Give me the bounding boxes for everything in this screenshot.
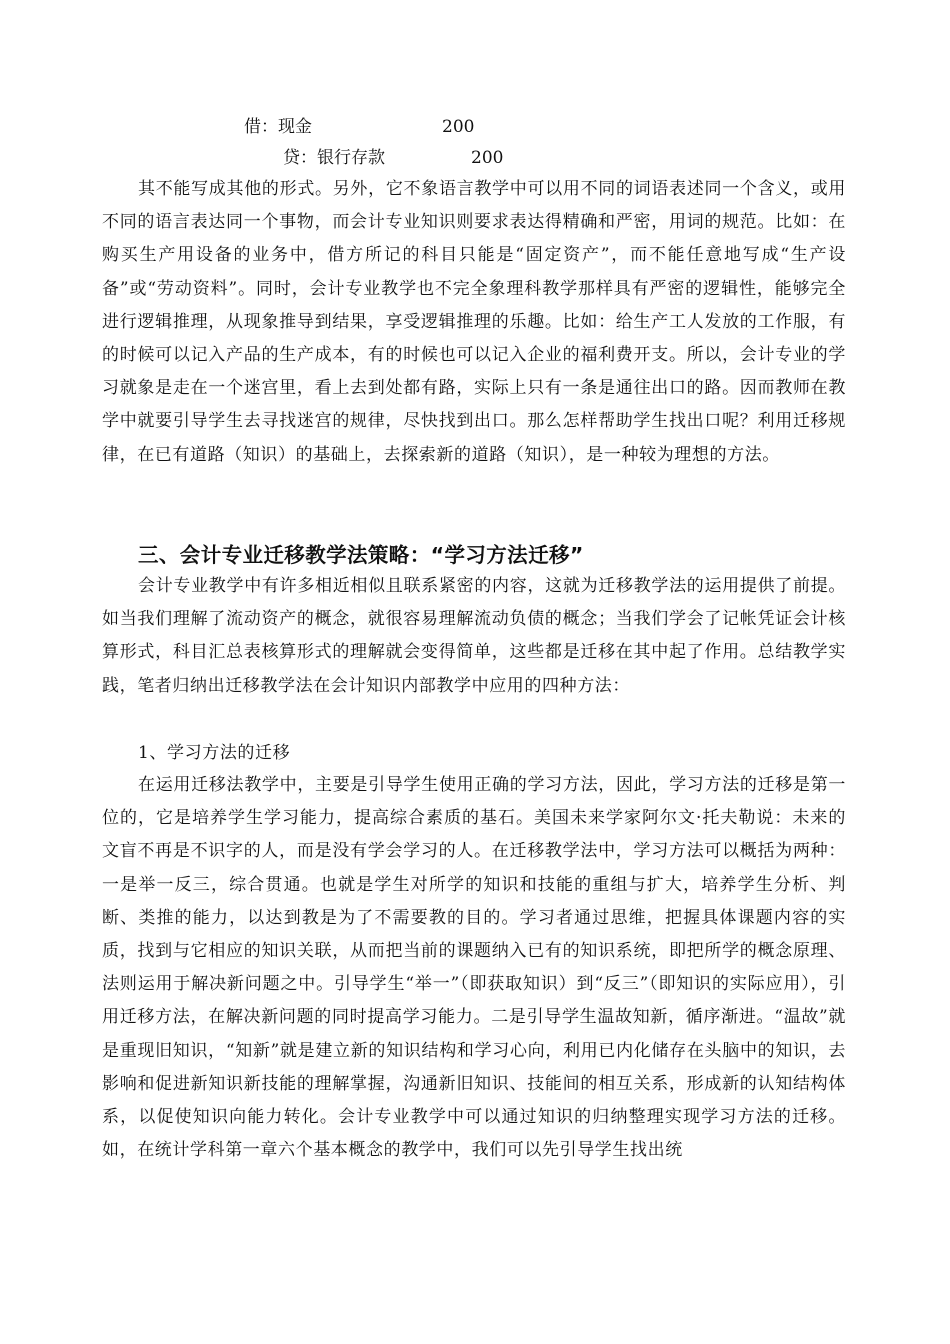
credit-amount: 200 — [471, 148, 504, 168]
subsection-heading: 1、学习方法的迁移 — [138, 743, 291, 763]
body-paragraph: 在运用迁移法教学中，主要是引导学生使用正确的学习方法，因此，学习方法的迁移是第一位的，它是培养学生学习能力，提高综合素质的基石。美国未来学家阿尔文·托夫勒说：未来的文盲不再是不识字的人，而是没有学会学习的人。在迁移教学法中，学习方法可以概括为两种：一是举一反三，综合贯通。也就是学生对所学的知识和技能的重组与扩大，培养学生分析、判断、类推的能力，以达到教是为了不需要教的目的。学习者通过思维，把握具体课题内容的实质，找到与它相应的知识关联，从而把当前的课题纳入已有的知识系统，即把所学的概念原理、法则运用于解决新问题之中。引导学生“举一”（即获取知识）到“反三”（即知识的实际应用），引用迁移方法，在解决新问题的同时提高学习能力。二是引导学生温故知新，循序渐进。“温故”就是重现旧知识，“知新”就是建立新的知识结构和学习心向，利用已内化储存在头脑中的知识，去影响和促进新知识新技能的理解掌握，沟通新旧知识、技能间的相互关系，形成新的认知结构体系，以促使知识向能力转化。会计专业教学中可以通过知识的归纳整理实现学习方法的迁移。如，在统计学科第一章六个基本概念的教学中，我们可以先引导学生找出统 — [102, 775, 846, 1161]
credit-account: 贷：银行存款 — [283, 148, 385, 168]
debit-account: 借：现金 — [244, 117, 312, 137]
section-heading: 三、会计专业迁移教学法策略：“学习方法迁移” — [138, 543, 584, 567]
journal-entry-debit — [244, 116, 504, 138]
body-paragraph: 其不能写成其他的形式。另外，它不象语言教学中可以用不同的词语表述同一个含义，或用不同的语言表达同一个事物，而会计专业知识则要求表达得精确和严密，用词的规范。比如：在购买生产用设备的业务中，借方所记的科目只能是“固定资产”，而不能任意地写成“生产设备”或“劳动资料”。同时，会计专业教学也不完全象理科教学那样具有严密的逻辑性，能够完全进行逻辑推理，从现象推导到结果，享受逻辑推理的乐趣。比如：给生产工人发放的工作服，有的时候可以记入产品的生产成本，有的时候也可以记入企业的福利费开支。所以，会计专业的学习就象是走在一个迷宫里，看上去到处都有路，实际上只有一条是通往出口的路。因而教师在教学中就要引导学生去寻找迷宫的规律，尽快找到出口。那么怎样帮助学生找出口呢？利用迁移规律，在已有道路（知识）的基础上，去探索新的道路（知识），是一种较为理想的方法。 — [102, 179, 846, 465]
journal-entry-credit — [283, 147, 543, 169]
debit-amount: 200 — [442, 117, 475, 137]
body-paragraph: 会计专业教学中有许多相近相似且联系紧密的内容，这就为迁移教学法的运用提供了前提。如当我们理解了流动资产的概念，就很容易理解流动负债的概念；当我们学会了记帐凭证会计核算形式，科目汇总表核算形式的理解就会变得简单，这些都是迁移在其中起了作用。总结教学实践，笔者归纳出迁移教学法在会计知识内部教学中应用的四种方法： — [102, 576, 846, 696]
